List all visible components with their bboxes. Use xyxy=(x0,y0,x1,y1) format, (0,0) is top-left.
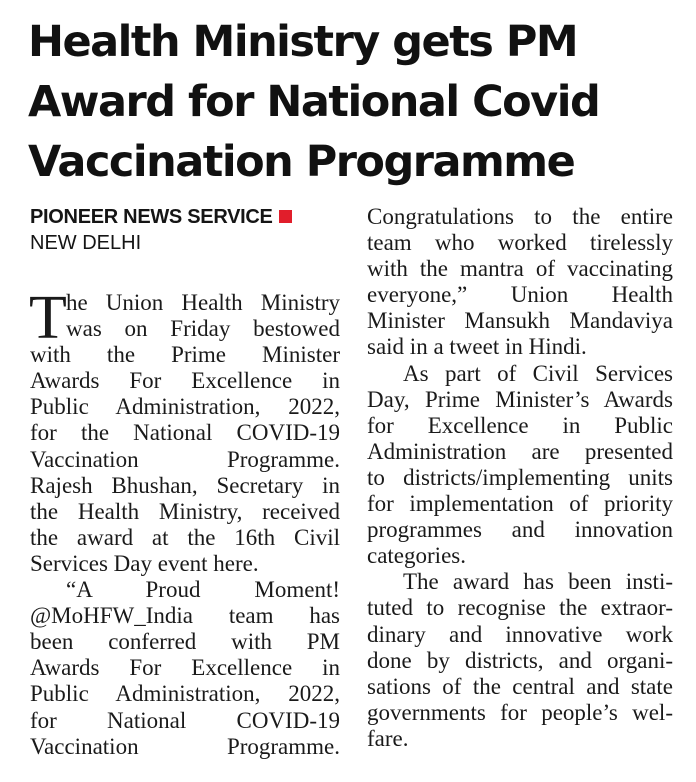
article-column-right xyxy=(367,204,673,752)
text-line: “A Proud Moment! xyxy=(66,577,340,603)
text-line: Services Day event here. xyxy=(30,550,259,576)
article-paragraph xyxy=(367,204,673,361)
text-line: Administration are presented xyxy=(367,438,673,464)
text-line: the award at the 16th Civil xyxy=(30,524,340,550)
text-line: Congratulations to the entire xyxy=(367,204,673,229)
red-square-icon xyxy=(279,210,292,223)
article-paragraph xyxy=(367,361,673,570)
article-paragraph xyxy=(29,284,340,577)
text-line: governments for people’s wel- xyxy=(367,699,673,725)
headline-line: Health Ministry gets PM xyxy=(28,17,578,67)
text-line: Public Administration, 2022, xyxy=(30,681,340,707)
text-line: was on Friday bestowed xyxy=(66,316,340,342)
text-line: Rajesh Bhushan, Secretary in xyxy=(30,472,340,498)
text-line: sations of the central and state xyxy=(367,673,673,699)
byline-agency xyxy=(30,204,340,230)
byline-agency-text: PIONEER NEWS SERVICE xyxy=(30,206,273,228)
headline-line: Vaccination Programme xyxy=(28,137,575,187)
text-line: Vaccination Programme. xyxy=(30,733,340,759)
text-line: fare. xyxy=(367,725,409,751)
text-line: As part of Civil Services xyxy=(403,360,673,386)
article-paragraph xyxy=(367,569,673,752)
text-line: the Health Ministry, received xyxy=(30,498,340,524)
text-line: for implementation of priority xyxy=(367,491,673,517)
text-line: for Excellence in Public xyxy=(367,412,673,438)
text-line: for the National COVID-19 xyxy=(30,420,340,446)
text-line: dinary and innovative work xyxy=(367,621,673,647)
text-line: been conferred with PM xyxy=(30,629,340,655)
text-line: for National COVID-19 xyxy=(30,707,340,733)
text-line: team who worked tirelessly xyxy=(367,230,673,256)
dateline: NEW DELHI xyxy=(30,232,142,254)
text-line: @MoHFW_India team has xyxy=(30,603,340,629)
text-line: categories. xyxy=(367,543,466,569)
text-line: Public Administration, 2022, xyxy=(30,394,340,420)
text-line: Awards For Excellence in xyxy=(30,655,340,681)
text-line: Day, Prime Minister’s Awards xyxy=(367,386,673,412)
text-line: Minister Mansukh Mandaviya xyxy=(367,308,673,334)
text-line: to districts/implementing units xyxy=(367,464,673,490)
article-column-left xyxy=(30,204,340,760)
drop-cap: T xyxy=(29,284,67,352)
text-line: Vaccination Programme. xyxy=(30,446,340,472)
text-line: programmes and innovation xyxy=(367,517,673,543)
text-line: with the mantra of vaccinating xyxy=(367,256,673,282)
spacer xyxy=(30,256,340,290)
text-line: tuted to recognise the extraor- xyxy=(367,595,673,621)
text-line: with the Prime Minister xyxy=(30,342,340,368)
text-line: Awards For Excellence in xyxy=(30,368,340,394)
text-line: done by districts, and organi- xyxy=(367,647,673,673)
headline xyxy=(28,12,678,192)
text-line: The award has been insti- xyxy=(403,569,673,595)
article-paragraph xyxy=(30,577,340,760)
text-line: said in a tweet in Hindi. xyxy=(367,334,587,360)
text-line: he Union Health Ministry xyxy=(66,290,340,315)
headline-line: Award for National Covid xyxy=(28,77,600,127)
text-line: everyone,” Union Health xyxy=(367,282,673,308)
